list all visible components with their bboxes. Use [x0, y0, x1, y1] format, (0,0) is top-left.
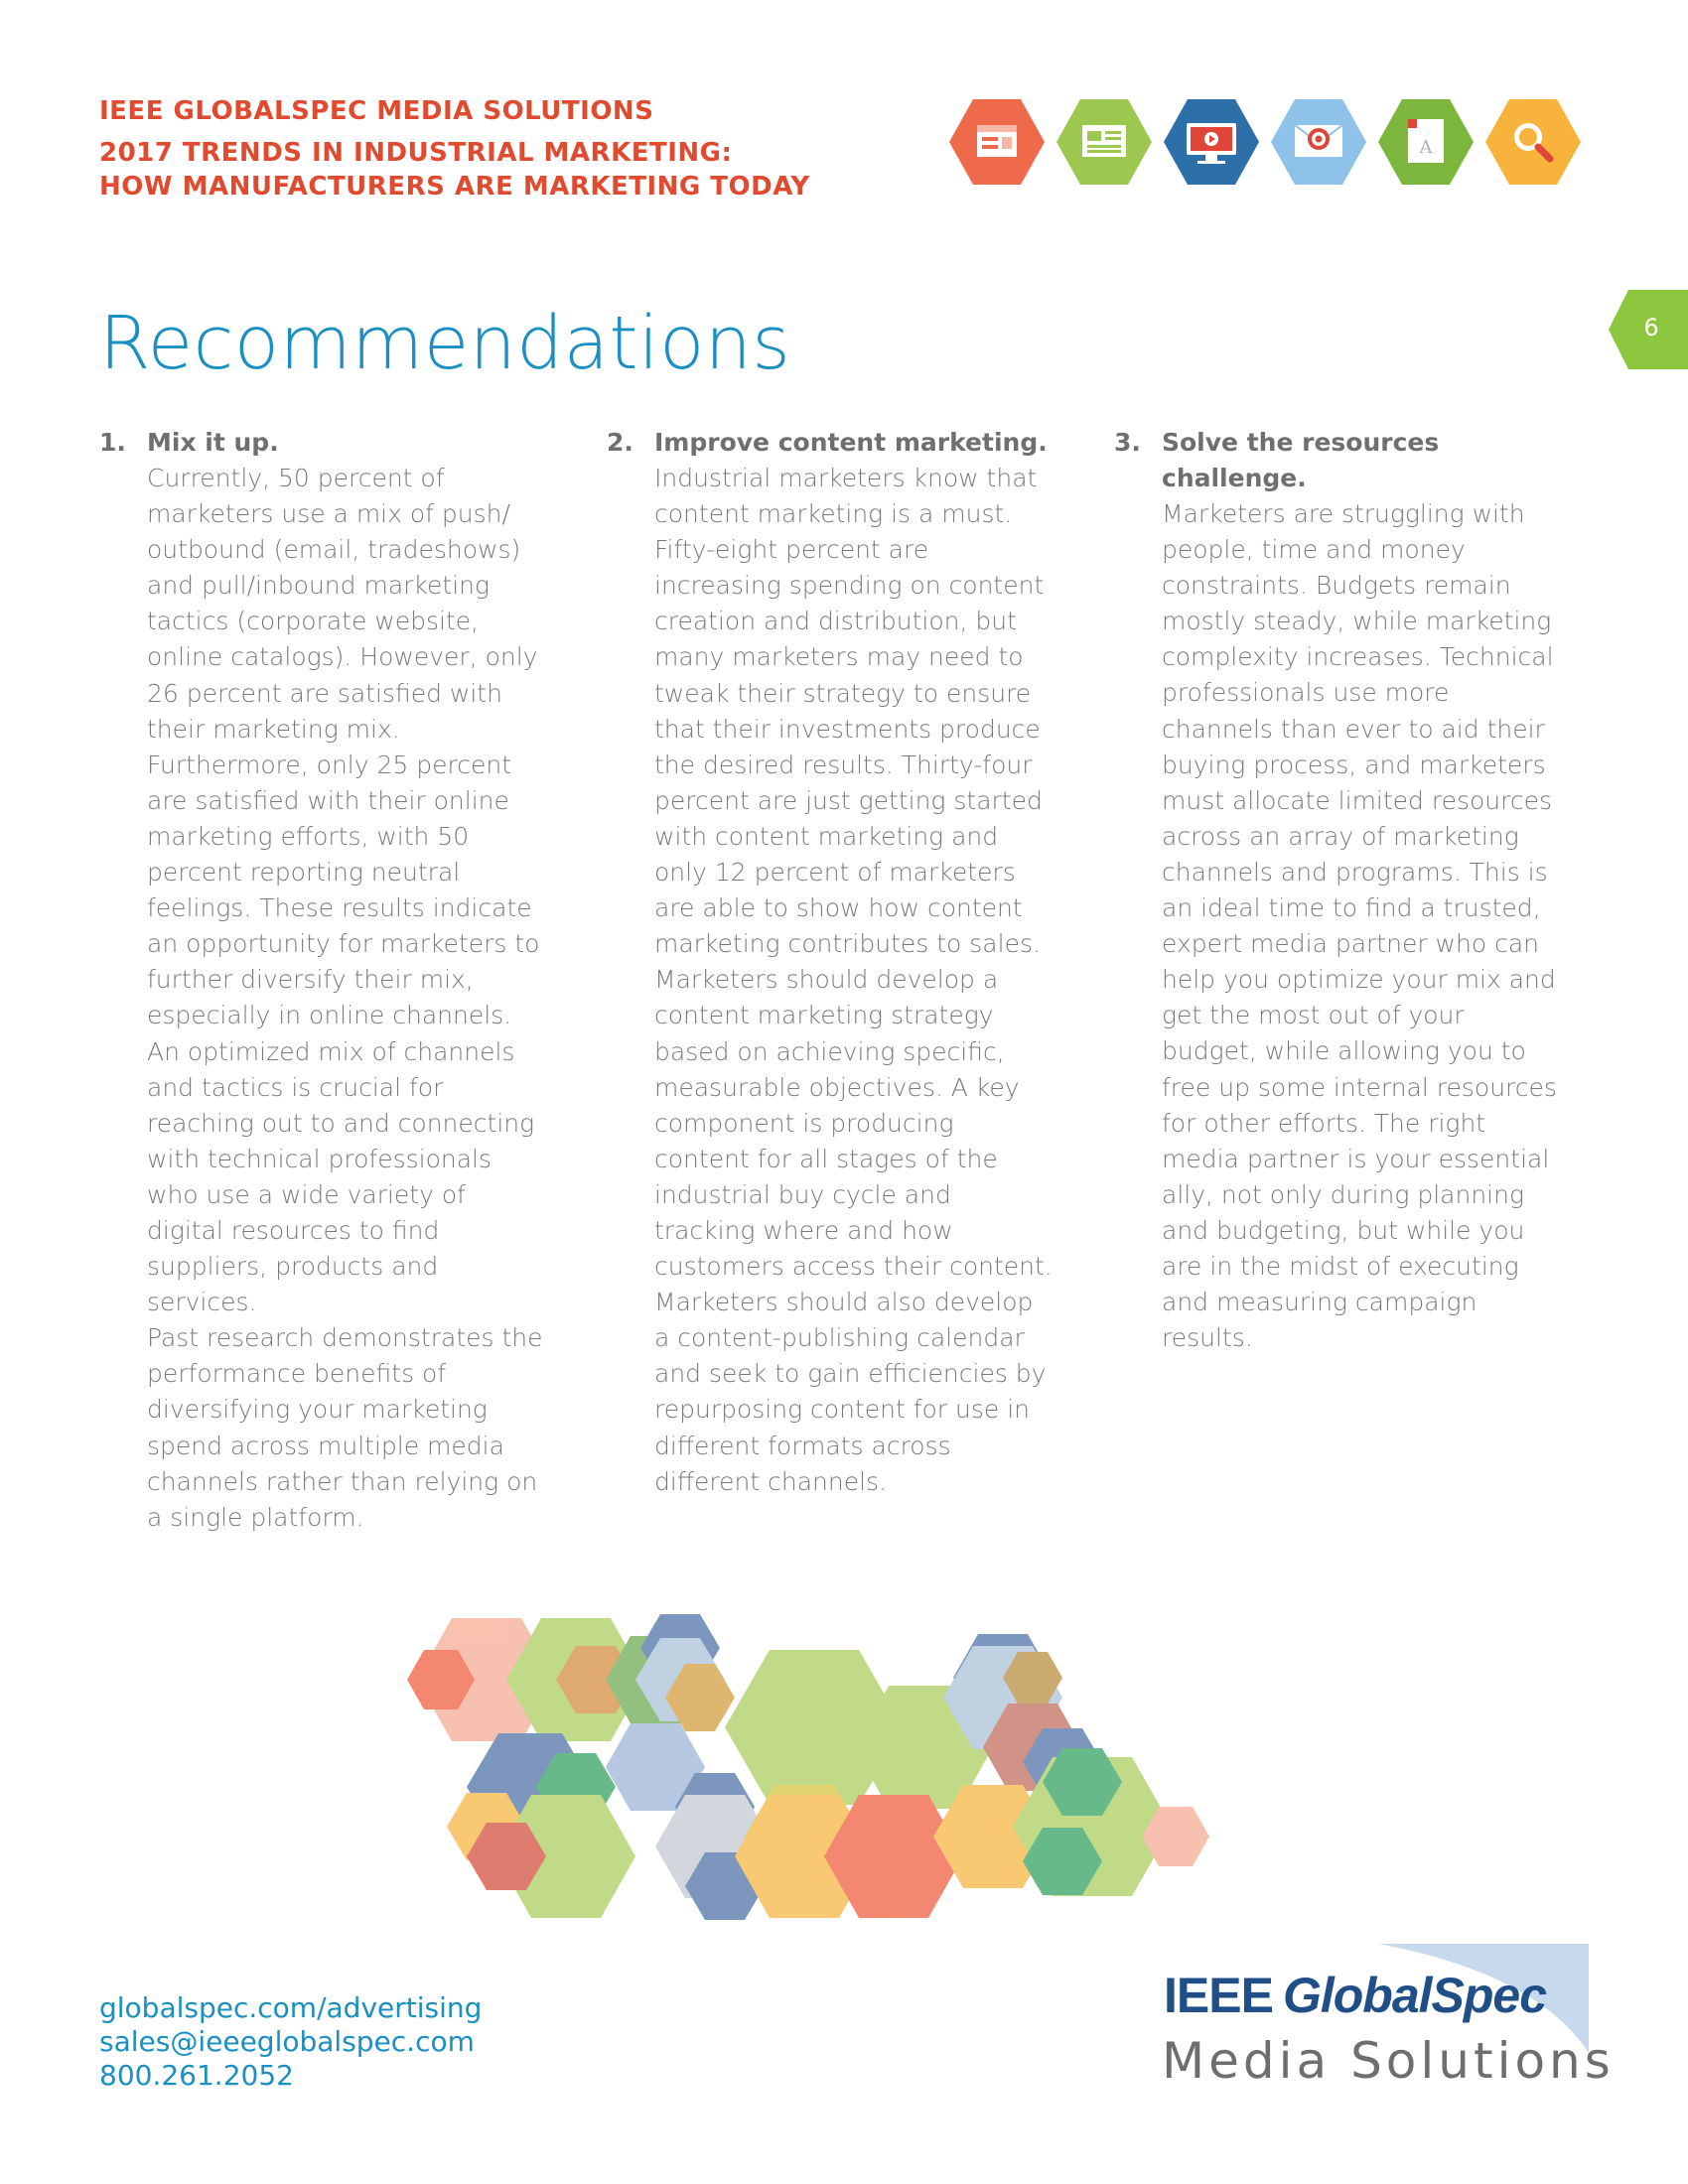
webpage-icon: [949, 99, 1045, 185]
recommendation-1: [99, 425, 548, 1536]
report-title-line-2: HOW MANUFACTURERS ARE MARKETING TODAY: [99, 172, 810, 202]
logo-tagline: Media Solutions: [1162, 2032, 1615, 2090]
email-link[interactable]: sales@ieeeglobalspec.com: [99, 2025, 475, 2058]
ieee-globalspec-logo: [1160, 1944, 1615, 2093]
recommendation-title: Improve content marketing.: [654, 428, 1048, 457]
contact-info: [99, 1991, 482, 2093]
recommendation-number: 1.: [99, 428, 126, 457]
recommendation-body: Marketers are struggling with people, time and money constraints. Budgets remain mostly steady, while marketing complexity increases. Technical professionals use more channels than ever to aid their buying process, and marketers must allocate limited resources across an array of marketing channels and programs. This is an ideal time to find a trusted, expert media partner who can help you optimize your mix and get the most out of your budget, while allowing you to free up some internal resources for other efforts. The right media partner is your essential ally, not only during planning and budgeting, but while you are in the midst of executing and measuring campaign results.: [1162, 499, 1557, 1353]
recommendation-number: 2.: [607, 428, 633, 457]
recommendation-body: Currently, 50 percent of marketers use a mix of push/ outbound (email, tradeshows) and pull/inbound marketing tactics (corporate website, online catalogs). However, only 26 percent are satisfied with their marketing mix. Furthermore, only 25 percent are satisfied with their online marketing efforts, with 50 percent reporting neutral feelings. These results indicate an opportunity for marketers to further diversify their mix, especially in online channels. An optimized mix of channels and tactics is crucial for reaching out to and connecting with technical professionals who use a wide variety of digital resources to find suppliers, products and services.: [147, 464, 540, 1317]
recommendation-heading: [607, 425, 1055, 461]
logo-globalspec-text: GlobalSpec: [1282, 1968, 1547, 2023]
recommendation-title: Mix it up.: [147, 428, 279, 457]
document-icon: [1378, 99, 1474, 185]
report-title-line-1: 2017 TRENDS IN INDUSTRIAL MARKETING:: [99, 138, 733, 168]
logo-ieee-text: IEEE: [1164, 1968, 1273, 2023]
recommendation-number: 3.: [1114, 428, 1141, 457]
svg-text:A: A: [1419, 137, 1433, 158]
recommendation-heading: [99, 425, 548, 461]
channel-icon-row: [943, 95, 1599, 189]
recommendation-heading: [1114, 425, 1563, 496]
recommendation-body: Industrial marketers know that content marketing is a must. Fifty-eight percent are increasing spending on content creation and distribution, but many marketers may need to tweak their strategy to ensure that their investments produce the desired results. Thirty-four percent are just getting started with content marketing and only 12 percent of marketers are able to show how content marketing contributes to sales. Marketers should develop a content marketing strategy based on achieving specific, measurable objectives. A key component is producing content for all stages of the industrial buy cycle and tracking where and how customers access their content. Marketers should also develop a content-publishing calendar and seek to gain efficiencies by repurposing content for use in different formats across different channels.: [654, 464, 1053, 1496]
page-number: 6: [1643, 314, 1659, 341]
recommendation-3: [1114, 425, 1563, 1356]
recommendation-body-extra: Past research demonstrates the performance benefits of diversifying your marketing spend across multiple media channels rather than relying on a single platform.: [147, 1323, 543, 1532]
monitor-video-icon: [1164, 99, 1259, 185]
website-link[interactable]: globalspec.com/advertising: [99, 1991, 483, 2024]
newsletter-icon: [1056, 99, 1152, 185]
publisher-name: IEEE GLOBALSPEC MEDIA SOLUTIONS: [99, 96, 654, 126]
search-icon: [1485, 99, 1581, 185]
page-title: Recommendations: [99, 301, 791, 386]
report-header: [99, 94, 810, 204]
recommendation-title: Solve the resources challenge.: [1162, 428, 1440, 492]
hexagon-mosaic-graphic: [407, 1588, 1301, 1946]
email-target-icon: [1271, 99, 1366, 185]
recommendation-2: [607, 425, 1055, 1500]
logo-wordmark: [1164, 1966, 1546, 2025]
phone-number: 800.261.2052: [99, 2059, 294, 2092]
